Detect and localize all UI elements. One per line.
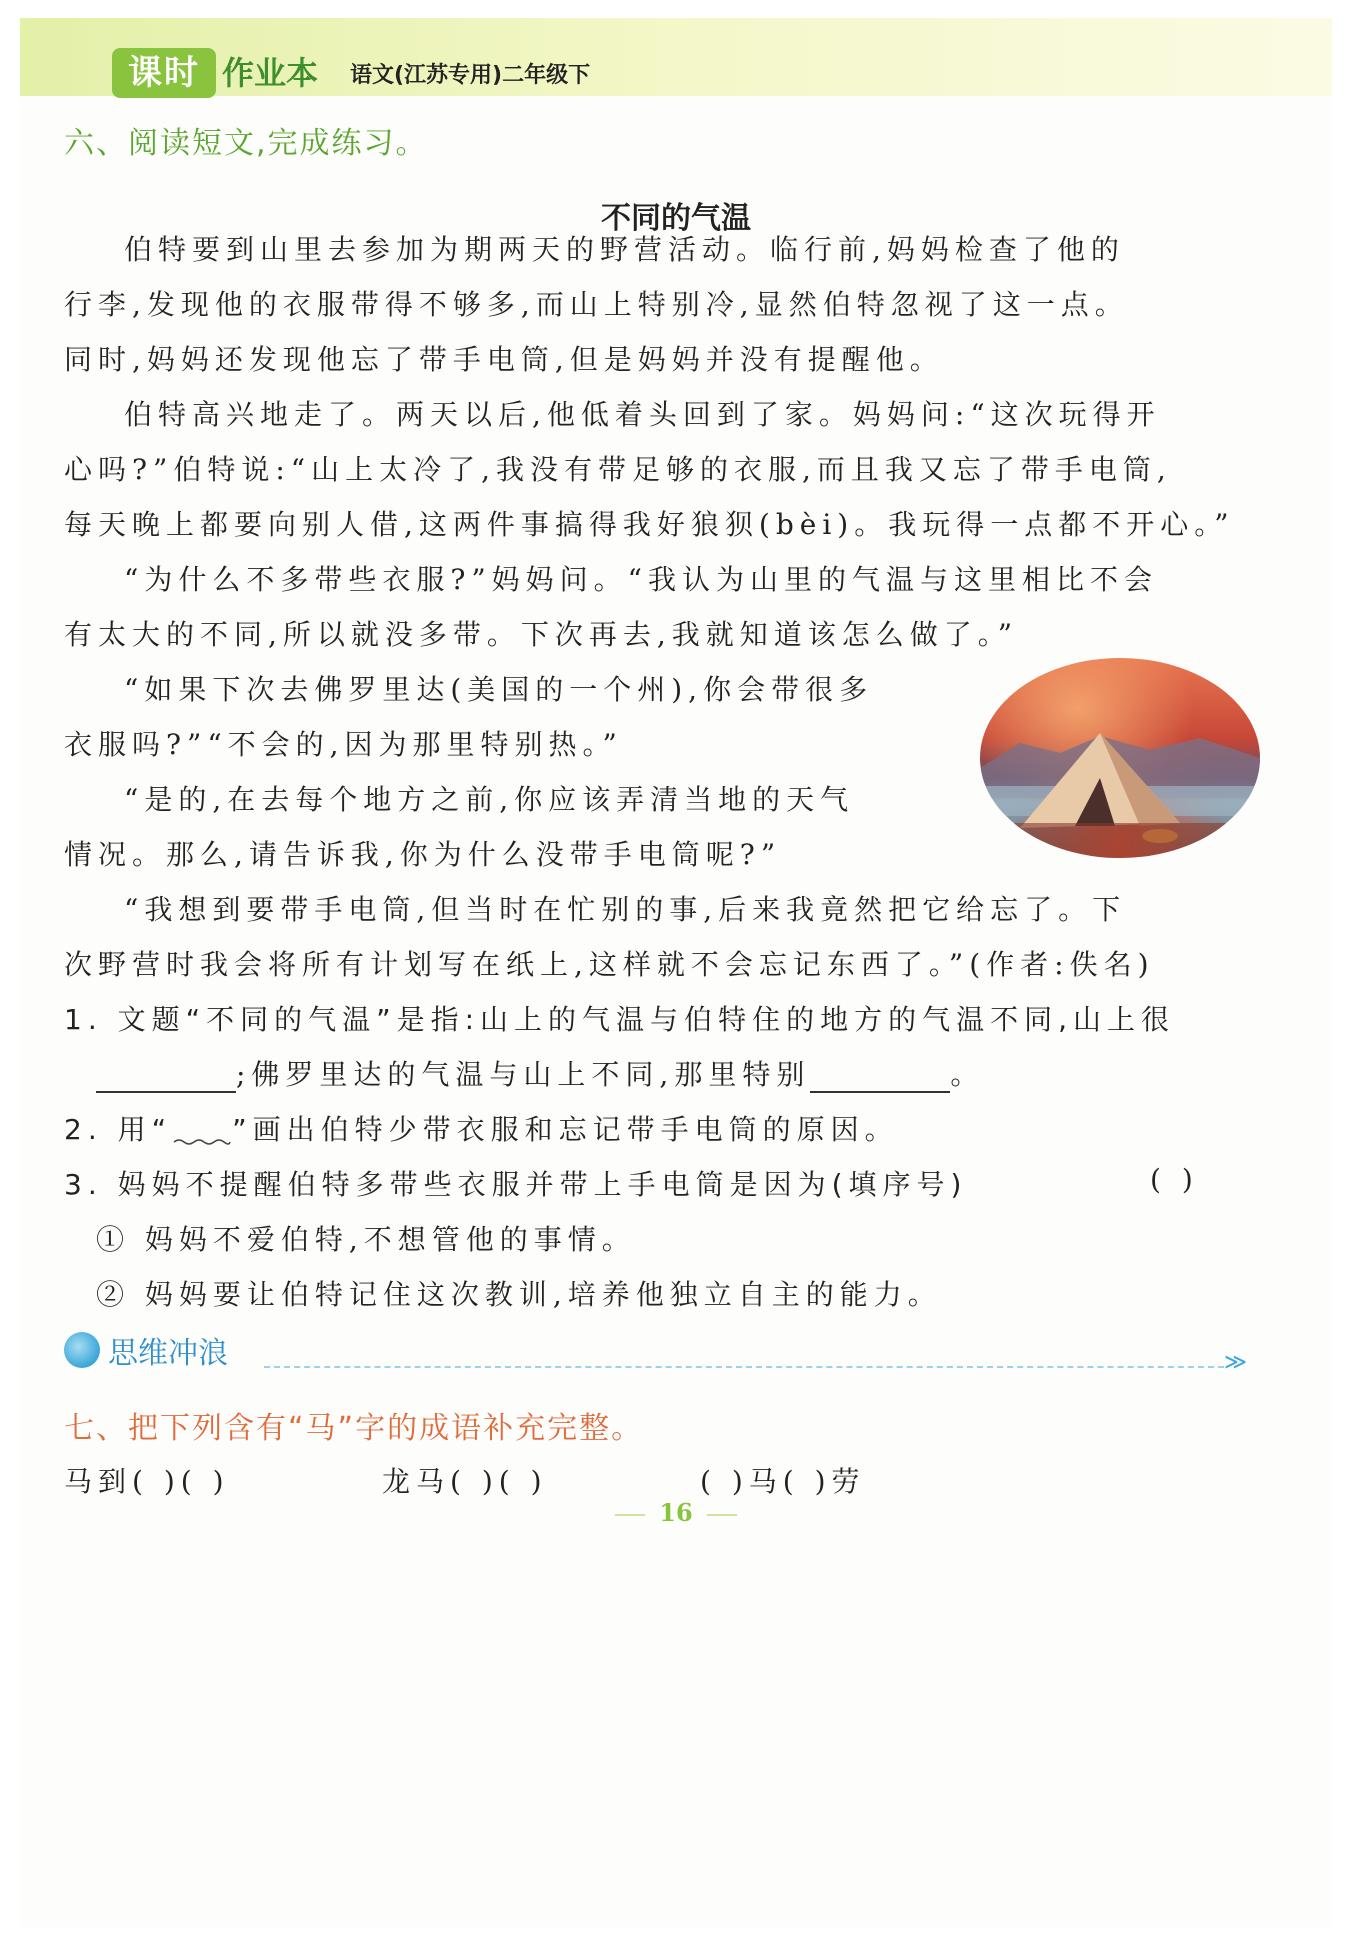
thinking-surf-banner [64,1328,1248,1375]
wavy-line-icon [172,1120,232,1148]
passage-line: 伯特高兴地走了。两天以后,他低着头回到了家。妈妈问:“这次玩得开 [124,398,1161,431]
passage-line: 有太大的不同,所以就没多带。下次再去,我就知道该怎么做了。” [64,618,1019,651]
workbook-page [20,18,1332,1928]
passage-line: 每天晚上都要向别人借,这两件事搞得我好狼狈(bèi)。我玩得一点都不开心。” [64,508,1235,541]
page-number-dash-right [707,1514,737,1516]
dashed-divider [264,1366,1224,1368]
question-2 [64,1108,899,1148]
question-3: 3. 妈妈不提醒伯特多带些衣服并带上手电筒是因为(填序号) [64,1168,968,1201]
passage-line: 心吗?”伯特说:“山上太冷了,我没有带足够的衣服,而且我又忘了带手电筒, [64,453,1172,486]
page-header [20,18,1332,96]
passage-line: “如果下次去佛罗里达(美国的一个州),你会带很多 [124,673,874,706]
passage-line: 同时,妈妈还发现他忘了带手电筒,但是妈妈并没有提醒他。 [64,343,944,376]
section-6-title: 六、阅读短文,完成练习。 [64,126,428,161]
passage-line: 行李,发现他的衣服带得不够多,而山上特别冷,显然伯特忽视了这一点。 [64,288,1129,321]
idiom-3[interactable]: ( )马( )劳 [700,1465,866,1498]
question-1-end: 。 [950,1058,985,1091]
idiom-2[interactable]: 龙马( )( ) [382,1465,548,1498]
article-title: 不同的气温 [601,201,751,236]
passage-line: 次野营时我会将所有计划写在纸上,这样就不会忘记东西了。”(作者:佚名) [64,948,1155,981]
wave-end-icon: ≫ [1224,1350,1248,1375]
page-number-value: 16 [659,1498,693,1527]
subject-label: 语文(江苏专用)二年级下 [350,63,591,88]
question-2-suffix: ”画出伯特少带衣服和忘记带手电筒的原因。 [232,1113,899,1146]
series-name: 作业本 [222,54,319,92]
question-1-line-2 [96,1053,984,1093]
section-7-title: 七、把下列含有“马”字的成语补充完整。 [64,1411,644,1446]
camping-tent-illustration [980,658,1260,858]
passage-line: 情况。那么,请告诉我,你为什么没带手电筒呢?” [64,838,782,871]
wave-icon [64,1332,100,1368]
passage-line: “为什么不多带些衣服?”妈妈问。“我认为山里的气温与这里相比不会 [124,563,1158,596]
question-3-option-1: ① 妈妈不爱伯特,不想管他的事情。 [96,1223,636,1256]
series-badge: 课时 [112,48,216,98]
answer-blank-florida-temperature[interactable] [810,1061,950,1093]
thinking-surf-label: 思维冲浪 [108,1336,228,1371]
idiom-1[interactable]: 马到( )( ) [64,1465,230,1498]
passage-line: “我想到要带手电筒,但当时在忙别的事,后来我竟然把它给忘了。下 [124,893,1127,926]
question-1-line-1: 1. 文题“不同的气温”是指:山上的气温与伯特住的地方的气温不同,山上很 [64,1003,1175,1036]
page-number [20,1498,1332,1527]
passage-line: 衣服吗?”“不会的,因为那里特别热。” [64,728,623,761]
question-2-prefix: 2. 用“ [64,1113,173,1146]
question-1-middle-text: ;佛罗里达的气温与山上不同,那里特别 [236,1058,811,1091]
answer-blank-mountain-temperature[interactable] [96,1061,236,1093]
passage-line: 伯特要到山里去参加为期两天的野营活动。临行前,妈妈检查了他的 [124,233,1125,266]
passage-line: “是的,在去每个地方之前,你应该弄清当地的天气 [124,783,855,816]
question-3-answer-paren[interactable]: ( ) [1150,1163,1199,1196]
page-number-dash-left [615,1514,645,1516]
question-3-option-2: ② 妈妈要让伯特记住这次教训,培养他独立自主的能力。 [96,1278,942,1311]
